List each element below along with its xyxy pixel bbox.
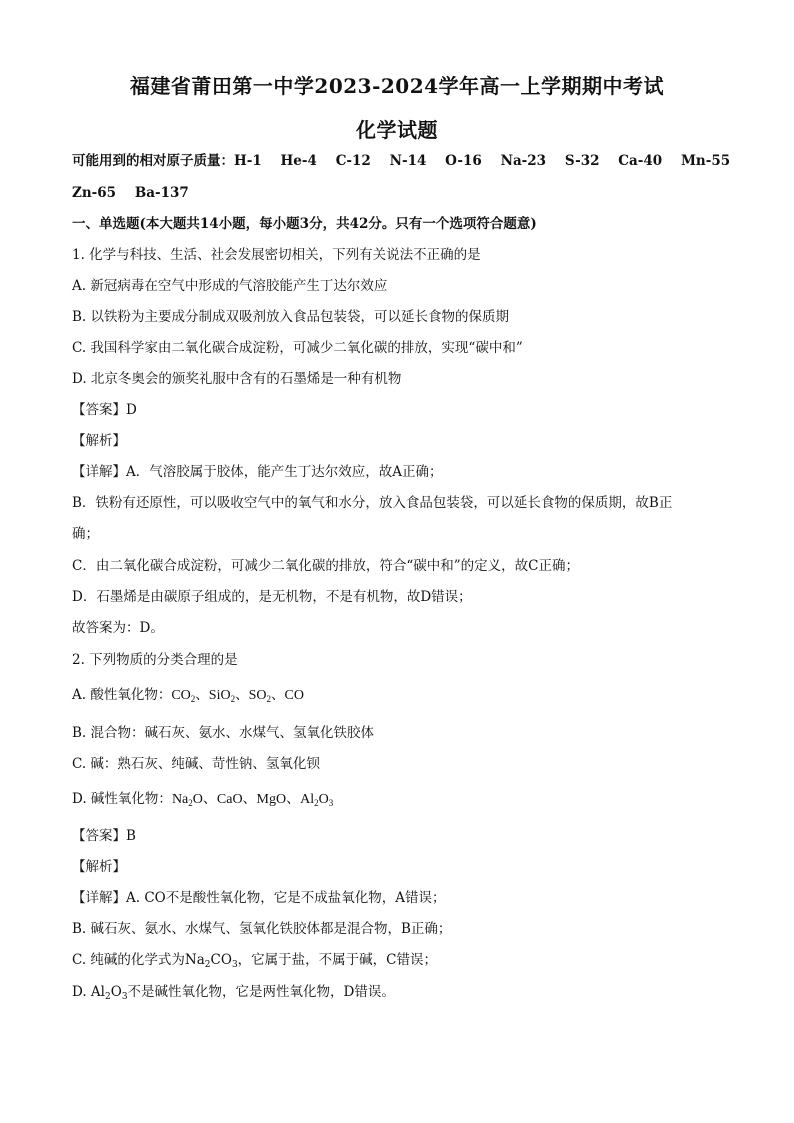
formula-sio2: SiO$_2$ (208, 688, 236, 704)
q1-detail-d: D．石墨烯是由碳原子组成的，是无机物，不是有机物，故D错误； (72, 589, 472, 605)
q2-option-d-label: D. 碱性氧化物： (72, 791, 172, 807)
q2-option-a: A. 酸性氧化物：$CO_2$、SiO$_2$、$SO_2$、CO (72, 687, 304, 704)
q2-analysis: 【解析】 (72, 859, 126, 875)
atomic-masses-line1: 可能用到的相对原子质量：H-1 He-4 C-12 N-14 O-16 Na-23 S-32 Ca-40 Mn-55 (72, 153, 731, 169)
atomic-masses-line2: Zn-65 Ba-137 (72, 185, 189, 201)
q2-detail-a: 【详解】A. CO不是酸性氧化物，它是不成盐氧化物，A错误； (72, 890, 446, 906)
q2-option-d (72, 790, 333, 809)
exam-subtitle: 化学试题 (356, 118, 438, 142)
q1-detail-c: C．由二氧化碳合成淀粉，可减少二氧化碳的排放，符合“碳中和”的定义，故C正确； (72, 558, 579, 574)
formula-co: CO (284, 688, 304, 703)
q2-detail-b: B. 碱石灰、氨水、水煤气、氢氧化铁胶体都是混合物，B正确； (72, 921, 452, 937)
formula-na2o: $Na_2O$ (171, 792, 203, 808)
formula-cao-mgo: 、CaO、MgO、 (202, 792, 301, 807)
q2-option-b: B. 混合物：碱石灰、氨水、水煤气、氢氧化铁胶体 (72, 725, 375, 741)
q2-stem: 2. 下列物质的分类合理的是 (72, 652, 238, 668)
exam-title: 福建省莆田第一中学2023-2024学年高一上学期期中考试 (129, 74, 665, 98)
q1-option-c: C. 我国科学家由二氧化碳合成淀粉，可减少二氧化碳的排放，实现“碳中和” (72, 340, 523, 356)
q1-detail-b: B．铁粉有还原性，可以吸收空气中的氧气和水分，放入食品包装袋，可以延长食物的保质期，故B正 (72, 495, 673, 511)
q1-answer: 【答案】D (72, 402, 137, 418)
q1-option-a: A. 新冠病毒在空气中形成的气溶胶能产生丁达尔效应 (72, 278, 388, 294)
q2-detail-d: D. $Al_2O_3$不是碱性氧化物，它是两性氧化物，D错误。 (72, 984, 395, 1002)
q1-analysis: 【解析】 (72, 433, 126, 449)
q2-answer: 【答案】B (72, 828, 136, 844)
q1-stem: 1. 化学与科技、生活、社会发展密切相关，下列有关说法不正确的是 (72, 247, 481, 263)
q2-option-c: C. 碱：熟石灰、纯碱、苛性钠、氢氧化钡 (72, 756, 320, 772)
formula-so2: $SO_2$ (248, 688, 271, 704)
q2-option-a-label: A. 酸性氧化物： (72, 687, 172, 703)
formula-co2: $CO_2$ (171, 688, 196, 704)
q1-detail-a: 【详解】A．气溶胶属于胶体，能产生丁达尔效应，故A正确； (72, 464, 443, 480)
q1-conclusion: 故答案为：D。 (72, 620, 164, 636)
q1-detail-b-cont: 确； (72, 526, 99, 542)
formula-al2o3: $Al_2O_3$ (300, 792, 334, 808)
q2-detail-c: C. 纯碱的化学式为$Na_2CO_3$，它属于盐，不属于碱，C错误； (72, 952, 438, 970)
q1-option-d: D. 北京冬奥会的颁奖礼服中含有的石墨烯是一种有机物 (72, 371, 402, 387)
q1-option-b: B. 以铁粉为主要成分制成双吸剂放入食品包装袋，可以延长食物的保质期 (72, 309, 510, 325)
section-heading: 一、单选题(本大题共14小题，每小题3分，共42分。只有一个选项符合题意) (72, 216, 537, 232)
